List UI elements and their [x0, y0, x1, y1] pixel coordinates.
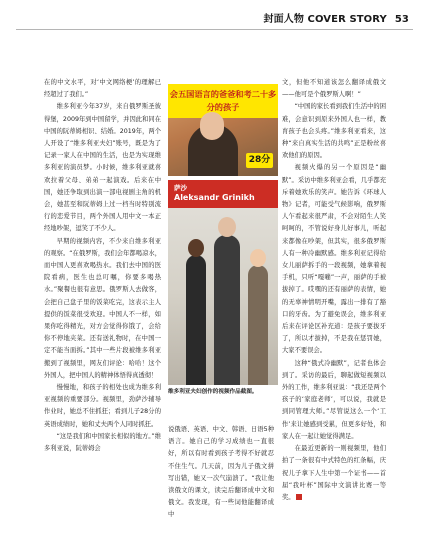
paragraph: 早期的视频内容，不少来自维多利亚的观察。“在俄罗斯，我们会年都喝凉水，而中国人更喜欢喝热水。我们去中国的医院看病，医生也总叮嘱，你要多喝热水。”聚餐也很有意思。俄罗斯人去做客，会把自己盘子里的饭菜吃完，这表示主人提供的饭菜很受欢迎。中国人不一样，如果你吃得精光，对方会觉得你饿了，会给你不停地夹菜。还有送礼物时，在中国一定不能当面拆。”其中一些片段被维多利亚搬到了视频里，网友们评论：哈哈！这个外国人，把中国人的精神体悟得真透彻！ [44, 237, 161, 379]
name-plate-chinese: 萨沙 [174, 184, 187, 192]
section-title-en: COVER STORY [307, 14, 387, 25]
child-head [218, 217, 236, 237]
child-figure [186, 255, 206, 385]
person-face [200, 112, 224, 140]
left-column [44, 77, 161, 455]
video-title-banner [168, 84, 278, 118]
video-screenshot-top [168, 84, 278, 176]
header-text [258, 10, 409, 25]
paragraph: 文，但他不知道该怎么翻译成俄文——他可是个俄罗斯人啊！” [282, 79, 386, 99]
page-header [0, 8, 427, 38]
paragraph-last [282, 443, 386, 504]
header-rule [16, 29, 413, 30]
child-figure [214, 235, 240, 385]
child-figure [248, 265, 268, 385]
photo-caption: 维多利亚夫妇创作的视频作品截图。 [168, 389, 258, 395]
score-badge: 28分 [246, 153, 273, 168]
paragraph: 视频火爆的另一个原因是“幽默”。采访中维多利亚会看，几乎都充斥着她欢乐的笑声。她告诉《环球人物》记者，可能受气候影响，俄罗斯人乍看起来很严肃，不会对陌生人笑呵呵的，不管说好身儿好事儿，听起来都像在吵架，但其实，很多俄罗斯人有一种冷幽默感。维多利亚记得给女儿丽萨拆手的一段视频，她拿着视手机，只听“嘎嘣”一声，丽萨的手被拔掉了。哎嘿的还有丽萨的表情，她的无辜神情明开嘴，露出一排有了豁口的牙齿。为了避免误会，维多利亚后来在评论区补充道：是孩子要拔牙了，所以才拔掉，不是我在惩罚她，大家不要误会。 [282, 164, 387, 355]
page-number: 53 [394, 14, 409, 25]
right-column [282, 77, 386, 504]
paragraph: 慢慢地，和孩子的相处也成为维多利亚视频的重要部分。视频里，劲萨沙辅导作业时，她总不住抓狂；看到儿子28分的英语成绩时，她和丈夫两个人同时抓狂。 [44, 384, 161, 428]
paragraph-text: 在最近更新的一则视频里，他们拍了一条很有中式特色的红条幅，庆祝儿子拿下人生中第一个证书——首届“我叶杯”国际中文演讲比赛一等奖。 [282, 445, 386, 501]
paragraph: 在的中文水平，对‘中文网络梗’的理解已经超过了我们。” [44, 79, 161, 99]
paragraph: 这种“俄式冷幽默”，记者也体会到了。采访的最后，聊起做短视频以外的工作，维多利亚说：“我还是两个孩子的‘家庭老师’，可以说，我就是到同管理大师。”尽管说这么一个‘工作’来让她感到受累，但更多好处，和家人在一起让她觉得满足。 [282, 359, 387, 440]
video-screenshot-bottom [168, 180, 278, 385]
middle-column [168, 424, 274, 522]
paragraph: “中国的家长看到我们生活中的困难，会意识到原来外国人也一样，教育孩子也会头疼。”维多利亚看来，这种“来自真实生活的共鸣”正是粉丝喜欢他们的原因。 [282, 103, 387, 160]
paragraph: “这是我们和中国家长相似的地方。”维多利亚说，阮蒂姆会 [44, 432, 161, 453]
child-head [250, 249, 266, 267]
video-title-text: 会五国语言的爸爸和考二十多分的孩子 [169, 89, 277, 112]
child-head [188, 239, 204, 257]
paragraph: 说俄语、英语、中文、韩语、日语5种语言。她自己的学习成绩也一直很好，所以有时看到孩子考得不好就忍不住生气。几天前，因为儿子俄文拼写出错，她又一次气崩溃了。“我让他读俄文的课文，读完后翻译成中文和俄文。我发现，有一些词他能翻译成中 [168, 426, 274, 519]
name-plate [168, 180, 278, 208]
name-plate-latin: Aleksandr Grinikh [174, 193, 255, 202]
paragraph: 维多利亚今年37岁，来自俄罗斯圣彼得堡，2009年到中国留学，并因此和同在中国的阮蒂姆相识、结婚。2019年，两个人开设了“维多利亚夫妇”账号，既是为了记录一家人在中国的生活，也是为实现维多利亚的演员梦。小时候，维多利亚就喜欢拉着父母、弟弟一起演戏。后来在中国，她还争取到出演一部电视剧主角的机会，她甚至和阮蒂姆上过一档当时特别流行的恋爱节目，两个外国人用中文一本正经地吵架，逗笑了不少人。 [44, 103, 161, 233]
section-title: 封面人物 [263, 14, 304, 25]
end-mark-icon [296, 494, 302, 500]
